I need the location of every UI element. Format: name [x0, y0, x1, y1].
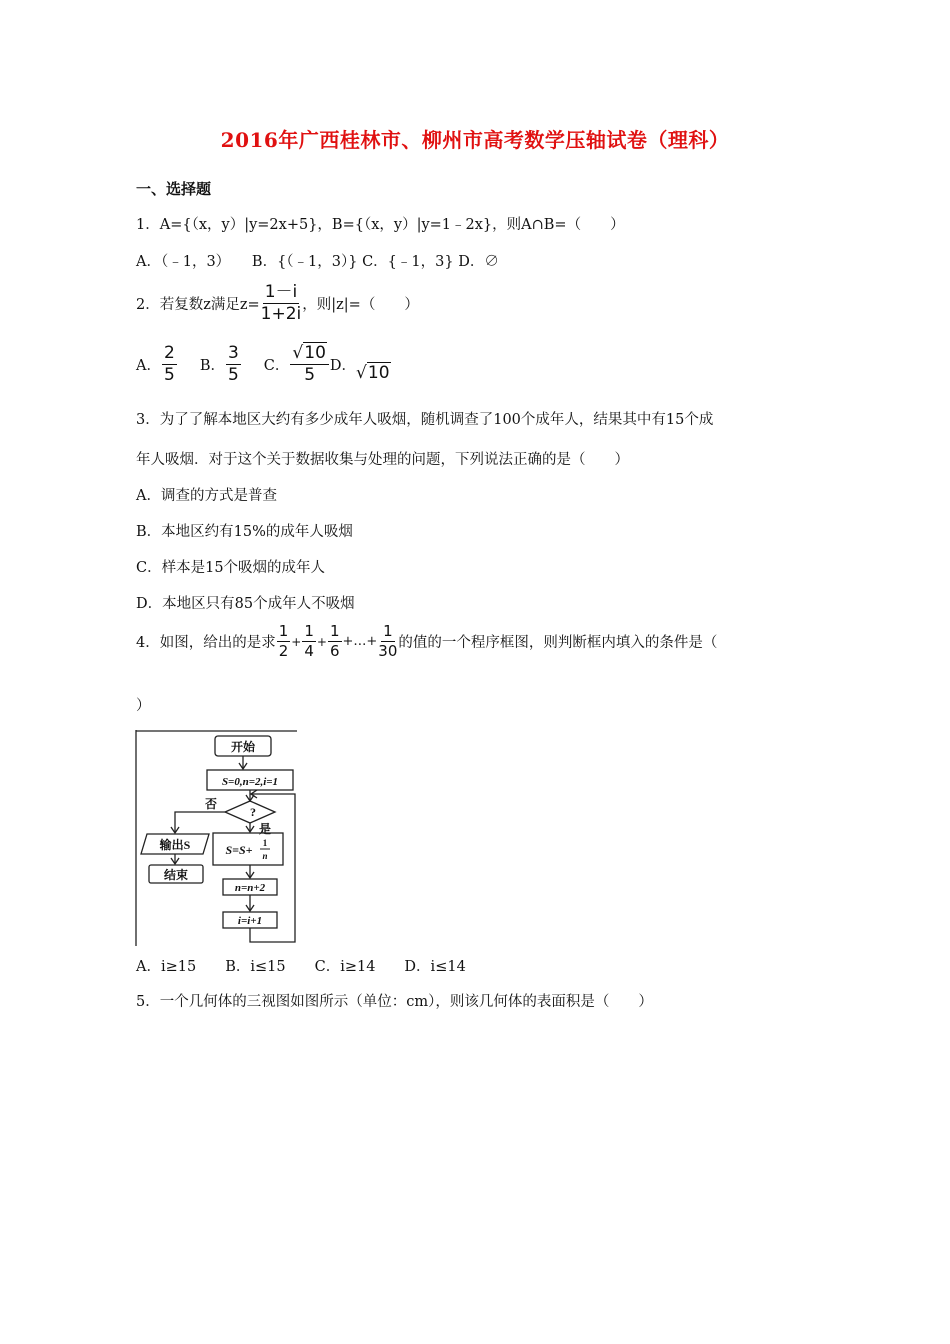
q4-frac-1-den: 2 [278, 642, 289, 660]
flow-init-text: S=0,n=2,i=1 [221, 776, 279, 788]
q2-opt-a-num: 2 [163, 343, 175, 363]
q2-opt-d-radicand: 10 [367, 362, 390, 383]
plus-sign: + [291, 634, 302, 649]
flow-output-text: 输出S [159, 838, 191, 852]
q2-opt-b-fraction [226, 345, 241, 384]
q2-fraction [261, 284, 302, 323]
q4-frac-2-den: 4 [304, 642, 314, 660]
q4-frac-4 [378, 624, 397, 659]
q2-opt-b-num: 3 [227, 343, 239, 363]
q3-line2: 年人吸烟．对于这个关于数据收集与处理的问题，下列说法正确的是（ ） [136, 452, 629, 468]
q2-opt-c-radicand: 10 [304, 343, 326, 363]
q4-frac-1 [277, 624, 291, 659]
flow-no-label: 否 [204, 797, 218, 811]
q4-frac-2 [302, 624, 316, 659]
q2-opt-b-label: B． [199, 358, 225, 374]
q2-opt-b-den: 5 [227, 365, 239, 385]
q1-options: A．（﹣1，3） B．{（﹣1，3）} C．{﹣1，3} D．∅ [136, 254, 499, 270]
q2-opt-a-den: 5 [163, 365, 175, 385]
q2-pre: 2．若复数z满足z= [136, 297, 260, 313]
q2-post: ，则|z|=（ ） [302, 297, 419, 313]
q4-frac-1-num: 1 [278, 622, 289, 640]
q4-frac-2-num: 1 [304, 622, 314, 640]
q2-opt-a-fraction [162, 345, 177, 384]
q4-close-paren: ） [136, 698, 151, 714]
q3-option-c: C．样本是15个吸烟的成年人 [136, 560, 326, 576]
flow-update-n-text: n=n+2 [234, 882, 266, 894]
q3-option-d: D．本地区只有85个成年人不吸烟 [136, 596, 355, 612]
flow-yes-label: 是 [258, 822, 272, 836]
flow-update-s-text: S=S+ [225, 843, 253, 857]
flowchart-figure [135, 730, 297, 946]
q4-post: 的值的一个程序框图，则判断框内填入的条件是（ [398, 635, 718, 651]
ellipsis: +…+ [342, 634, 378, 649]
q2-frac-num: 1－i [264, 282, 298, 302]
q2-opt-c-label: C． [263, 358, 290, 374]
q4-options: A．i≥15 B．i≤15 C．i≥14 D．i≤14 [136, 959, 466, 975]
q2-frac-den: 1+2i [260, 304, 302, 324]
q1-stem: 1．A={（x，y）|y=2x+5}，B={（x，y）|y=1﹣2x}，则A∩B=（ ） [136, 217, 625, 233]
q4-frac-4-num: 1 [383, 622, 393, 640]
sqrt-icon: √10 [356, 362, 390, 383]
flow-update-s-den: n [262, 851, 268, 861]
q4-frac-3-den: 6 [329, 642, 340, 660]
q4-stem [136, 624, 717, 659]
plus-sign: + [316, 634, 327, 649]
flow-start-text: 开始 [230, 740, 256, 754]
q2-opt-a-label: A． [136, 358, 161, 374]
q3-option-b: B．本地区约有15%的成年人吸烟 [136, 524, 353, 540]
sqrt-icon: √10 [292, 343, 326, 363]
q4-frac-3-num: 1 [329, 622, 340, 640]
q3-line1: 3．为了了解本地区大约有多少成年人吸烟，随机调查了100个成年人，结果其中有15个成 [136, 412, 714, 428]
q4-pre: 4．如图，给出的是求 [136, 635, 276, 651]
flow-update-i-text: i=i+1 [237, 915, 263, 927]
section-heading: 一、选择题 [136, 180, 212, 198]
page-title: 2016年广西桂林市、柳州市高考数学压轴试卷（理科） [220, 128, 730, 152]
q5-stem: 5．一个几何体的三视图如图所示（单位：cm），则该几何体的表面积是（ ） [136, 994, 653, 1010]
flow-decision-text: ? [250, 805, 256, 819]
q2-opt-c-den: 5 [304, 365, 316, 385]
q3-option-a: A．调查的方式是普查 [136, 488, 277, 504]
flow-end-text: 结束 [163, 868, 189, 882]
q4-frac-4-den: 30 [378, 642, 398, 660]
q2-opt-c-fraction [290, 345, 328, 384]
q4-frac-3 [328, 624, 342, 659]
q2-options [136, 345, 391, 384]
flow-update-s-num: 1 [262, 838, 268, 848]
q2-stem [136, 284, 419, 323]
q2-opt-d-label: D． [329, 358, 357, 374]
